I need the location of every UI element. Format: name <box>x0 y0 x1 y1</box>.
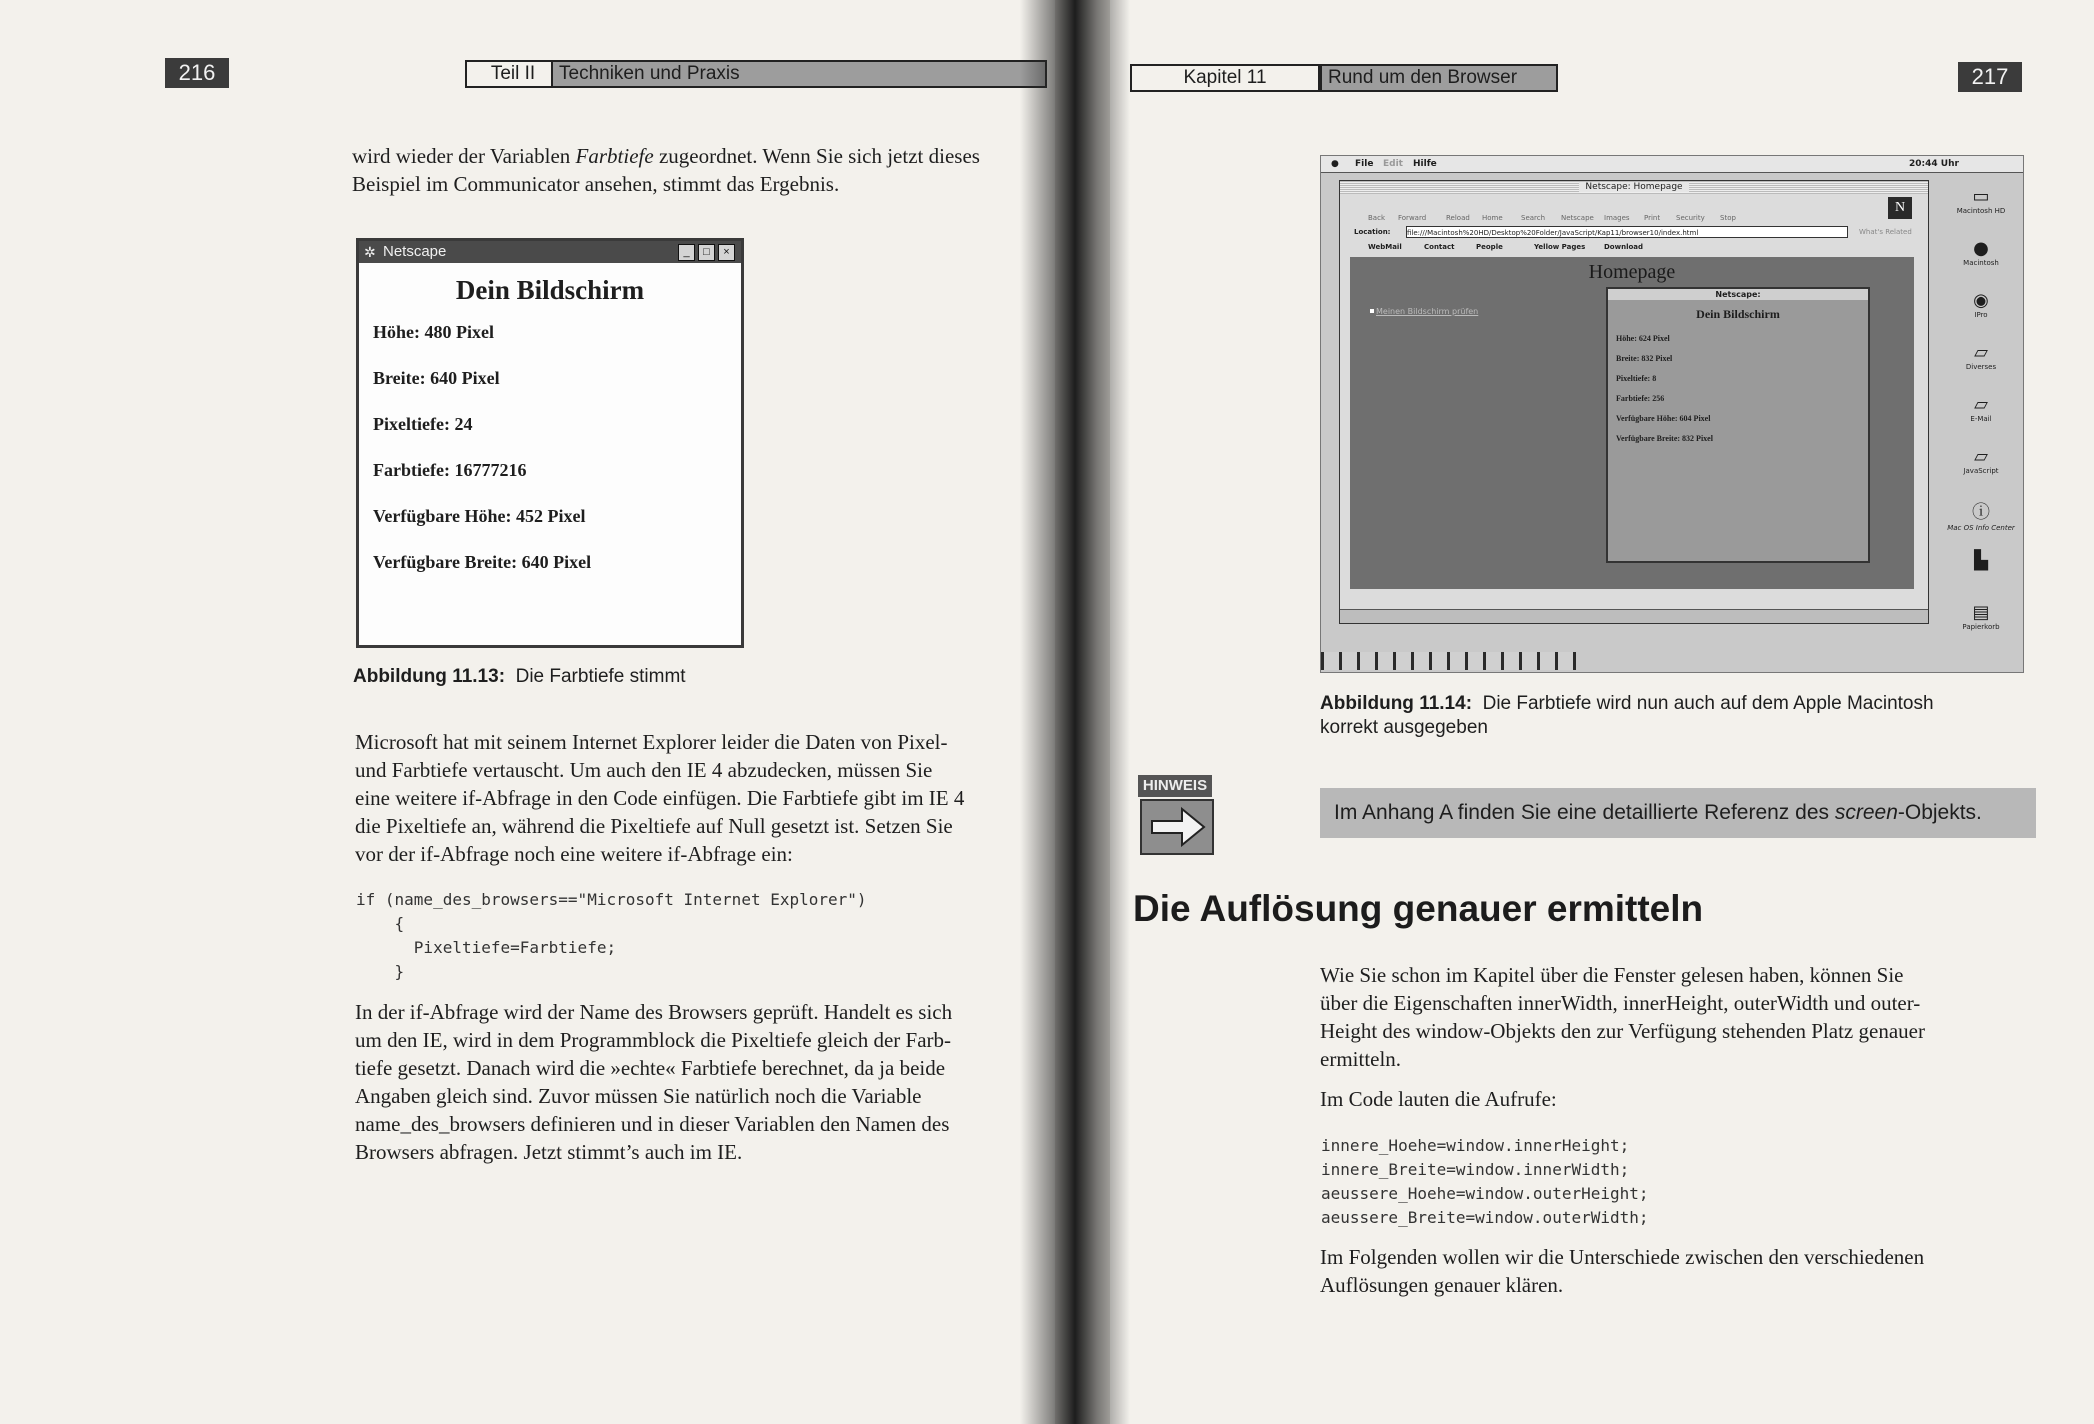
code-block-left <box>356 888 867 984</box>
personal-toolbar <box>1354 241 1914 253</box>
note-text-b: -Objekts. <box>1897 801 1982 824</box>
netscape-window <box>356 238 744 648</box>
figure-caption-right <box>1320 692 2020 740</box>
window-heading: Dein Bildschirm <box>455 275 645 305</box>
intro-text-a: wird wieder der Variablen <box>352 144 576 168</box>
close-icon: × <box>718 244 735 261</box>
code-line: innere_Hoehe=window.innerHeight; <box>1321 1136 1630 1155</box>
intro-emphasis: Farbtiefe <box>575 144 654 168</box>
code-line: aeussere_Breite=window.outerWidth; <box>1321 1208 1649 1227</box>
popup-line: Pixeltiefe: 8 <box>1616 374 1657 383</box>
netscape-logo-icon: ✲ <box>364 244 376 260</box>
location-bar <box>1354 226 1914 238</box>
toolbar-label: Search <box>1521 214 1546 222</box>
text-line: um den IE, wird in dem Programmblock die Pixeltiefe gleich der Farb- <box>355 1028 952 1052</box>
window-line: Pixeltiefe: 24 <box>373 414 473 434</box>
window-line: Breite: 640 Pixel <box>373 368 500 388</box>
text-line: Browsers abfragen. Jetzt stimmt’s auch im IE. <box>355 1140 743 1164</box>
personal-item: WebMail <box>1368 243 1402 251</box>
desktop-icon-label: Macintosh HD <box>1956 207 2006 215</box>
paragraph-2 <box>355 728 1043 868</box>
desktop-icons <box>1941 186 2021 654</box>
folder-icon: ▱ <box>1974 394 1988 415</box>
toolbar-label: Netscape <box>1561 214 1594 222</box>
browser-statusbar <box>1340 609 1928 623</box>
text-line: Im Folgenden wollen wir die Unterschiede zwischen den verschiedenen <box>1320 1245 1925 1269</box>
caption-label: Abbildung 11.14: <box>1320 693 1473 714</box>
toolbar-label: Back <box>1368 214 1385 222</box>
screen-link: Meinen Bildschirm prüfen <box>1376 307 1479 316</box>
popup-line: Höhe: 624 Pixel <box>1616 334 1670 343</box>
header-title-left: Techniken und Praxis <box>551 60 1047 88</box>
page-number-left: 216 <box>165 58 229 88</box>
window-line: Höhe: 480 Pixel <box>373 322 494 342</box>
paragraph-3 <box>355 998 1043 1166</box>
header-chapter: Kapitel 11 <box>1130 64 1320 92</box>
mac-screenshot <box>1320 155 2024 673</box>
window-titlebar <box>359 241 741 263</box>
desktop-icon-label: Mac OS Info Center <box>1947 524 2015 532</box>
paragraph-right-2: Im Code lauten die Aufrufe: <box>1320 1087 1557 1111</box>
personal-item: Yellow Pages <box>1534 243 1586 251</box>
note-box <box>1320 788 2036 838</box>
toolbar-label: Security <box>1676 214 1705 222</box>
caption-label: Abbildung 11.13: <box>353 666 506 687</box>
arrow-right-icon <box>1142 801 1212 853</box>
figure-caption-left <box>353 665 686 689</box>
caption-text: Die Farbtiefe stimmt <box>515 666 686 687</box>
personal-item: Contact <box>1424 243 1455 251</box>
text-line: eine weitere if-Abfrage in den Code einfügen. Die Farbtiefe gibt im IE 4 <box>355 786 965 810</box>
header-part: Teil II <box>465 60 561 88</box>
text-line: Wie Sie schon im Kapitel über die Fenster gelesen haben, können Sie <box>1320 963 1904 987</box>
netscape-n-logo: N <box>1888 197 1912 219</box>
code-line: innere_Breite=window.innerWidth; <box>1321 1160 1630 1179</box>
menu-item: Hilfe <box>1413 159 1437 169</box>
location-label: Location: <box>1354 228 1391 236</box>
info-icon: ⓘ <box>1972 502 1990 523</box>
menu-item: Edit <box>1383 159 1403 169</box>
text-line: vor der if-Abfrage noch eine weitere if-Abfrage ein: <box>355 842 793 866</box>
homepage-title: Homepage <box>1588 261 1676 283</box>
personal-item: People <box>1476 243 1503 251</box>
window-line: Verfügbare Höhe: 452 Pixel <box>373 506 586 526</box>
intro-text-b: zugeordnet. Wenn Sie sich jetzt dieses <box>653 144 980 168</box>
control-strip <box>1321 652 1576 670</box>
text-line: die Pixeltiefe an, während die Pixeltiefe auf Null gesetzt ist. Setzen Sie <box>355 814 953 838</box>
desktop-icon-label: JavaScript <box>1963 467 1999 475</box>
text-line: Microsoft hat mit seinem Internet Explorer leider die Daten von Pixel- <box>355 730 948 754</box>
desktop-icon-label: Papierkorb <box>1962 623 2000 631</box>
note-emphasis: screen <box>1834 801 1898 824</box>
apple-logo-icon: ● <box>1973 238 1989 259</box>
code-line: { <box>356 914 405 933</box>
text-line: ermitteln. <box>1320 1047 1402 1071</box>
popup-line: Verfügbare Höhe: 604 Pixel <box>1616 414 1711 423</box>
header-title-right: Rund um den Browser <box>1320 64 1558 92</box>
folder-icon: ▱ <box>1974 342 1988 363</box>
folder-icon: ▱ <box>1974 446 1988 467</box>
mac-menubar <box>1321 156 2023 173</box>
text-line: In der if-Abfrage wird der Name des Browsers geprüft. Handelt es sich <box>355 1000 953 1024</box>
paragraph-right-3 <box>1320 1243 2025 1299</box>
caption-text: Die Farbtiefe wird nun auch auf dem Apple Macintosh <box>1482 693 1934 714</box>
apple-icon: ● <box>1331 159 1339 169</box>
disk-icon: ◉ <box>1973 290 1989 311</box>
hinweis-icon <box>1138 775 1220 855</box>
code-line: } <box>356 962 405 981</box>
text-line: name_des_browsers definieren und in dieser Variablen den Namen des <box>355 1112 950 1136</box>
toolbar-label: Images <box>1604 214 1630 222</box>
window-title: Netscape <box>383 243 447 260</box>
browser-content <box>1350 257 1914 589</box>
trash-icon: ▤ <box>1972 602 1990 623</box>
desktop-icon-label: Diverses <box>1965 363 1997 371</box>
whats-related: What's Related <box>1859 228 1912 236</box>
code-line: aeussere_Hoehe=window.outerHeight; <box>1321 1184 1649 1203</box>
intro-paragraph <box>352 142 1042 198</box>
maximize-icon: □ <box>698 244 715 261</box>
page-number-right: 217 <box>1958 62 2022 92</box>
browser-title: Netscape: Homepage <box>1579 182 1688 192</box>
text-line: Auflösungen genauer klären. <box>1320 1273 1564 1297</box>
link-bullet-icon <box>1370 309 1374 313</box>
popup-title: Netscape: <box>1608 289 1868 300</box>
text-line: und Farbtiefe vertauscht. Um auch den IE 4 abzudecken, müssen Sie <box>355 758 933 782</box>
text-line: über die Eigenschaften innerWidth, innerHeight, outerWidth und outer- <box>1320 991 1921 1015</box>
code-line: Pixeltiefe=Farbtiefe; <box>356 938 617 957</box>
popup-line: Verfügbare Breite: 832 Pixel <box>1616 434 1713 443</box>
document-icon: ▙ <box>1974 550 1988 571</box>
hinweis-label: HINWEIS <box>1138 775 1212 797</box>
section-heading: Die Auflösung genauer ermitteln <box>1133 888 1704 929</box>
window-line: Farbtiefe: 16777216 <box>373 460 527 480</box>
caption-text-line2: korrekt ausgegeben <box>1320 717 1488 738</box>
code-block-right <box>1321 1134 1649 1230</box>
hard-disk-icon: ▭ <box>1972 186 1990 207</box>
popup-heading: Dein Bildschirm <box>1696 307 1780 321</box>
minimize-icon: _ <box>678 244 695 261</box>
popup-line: Farbtiefe: 256 <box>1616 394 1665 403</box>
desktop-icon-label: E-Mail <box>1970 415 1992 423</box>
book-gutter <box>1020 0 1130 1424</box>
text-line: Angaben gleich sind. Zuvor müssen Sie natürlich noch die Variable <box>355 1084 922 1108</box>
netscape-popup <box>1606 287 1870 563</box>
browser-titlebar <box>1340 181 1928 194</box>
arrow-panel <box>1140 799 1214 855</box>
toolbar-label: Stop <box>1720 214 1736 222</box>
paragraph-right-1 <box>1320 961 2025 1073</box>
intro-text-line2: Beispiel im Communicator ansehen, stimmt das Ergebnis. <box>352 172 840 196</box>
location-field: file:///Macintosh%20HD/Desktop%20Folder/JavaScript/Kap11/browser10/index.html <box>1406 226 1848 238</box>
toolbar-label: Home <box>1482 214 1503 222</box>
window-line: Verfügbare Breite: 640 Pixel <box>373 552 592 572</box>
toolbar-label: Print <box>1644 214 1661 222</box>
code-line: if (name_des_browsers=="Microsoft Internet Explorer") <box>356 890 867 909</box>
personal-item: Download <box>1604 243 1644 251</box>
toolbar-label: Forward <box>1398 214 1427 222</box>
popup-line: Breite: 832 Pixel <box>1616 354 1673 363</box>
popup-lines <box>1616 329 1713 449</box>
note-text-a: Im Anhang A finden Sie eine detaillierte Referenz des <box>1334 801 1835 824</box>
text-line: Height des window-Objekts den zur Verfügung stehenden Platz genauer <box>1320 1019 1925 1043</box>
desktop-icon-label: Macintosh <box>1963 259 1999 267</box>
desktop-icon-label: IPro <box>1974 311 1988 319</box>
menu-item: File <box>1355 159 1374 169</box>
browser-window <box>1339 180 1929 624</box>
text-line: tiefe gesetzt. Danach wird die »echte« Farbtiefe berechnet, da ja beide <box>355 1056 946 1080</box>
menu-clock: 20:44 Uhr <box>1909 159 1959 169</box>
browser-toolbar <box>1356 197 1876 223</box>
toolbar-label: Reload <box>1446 214 1470 222</box>
